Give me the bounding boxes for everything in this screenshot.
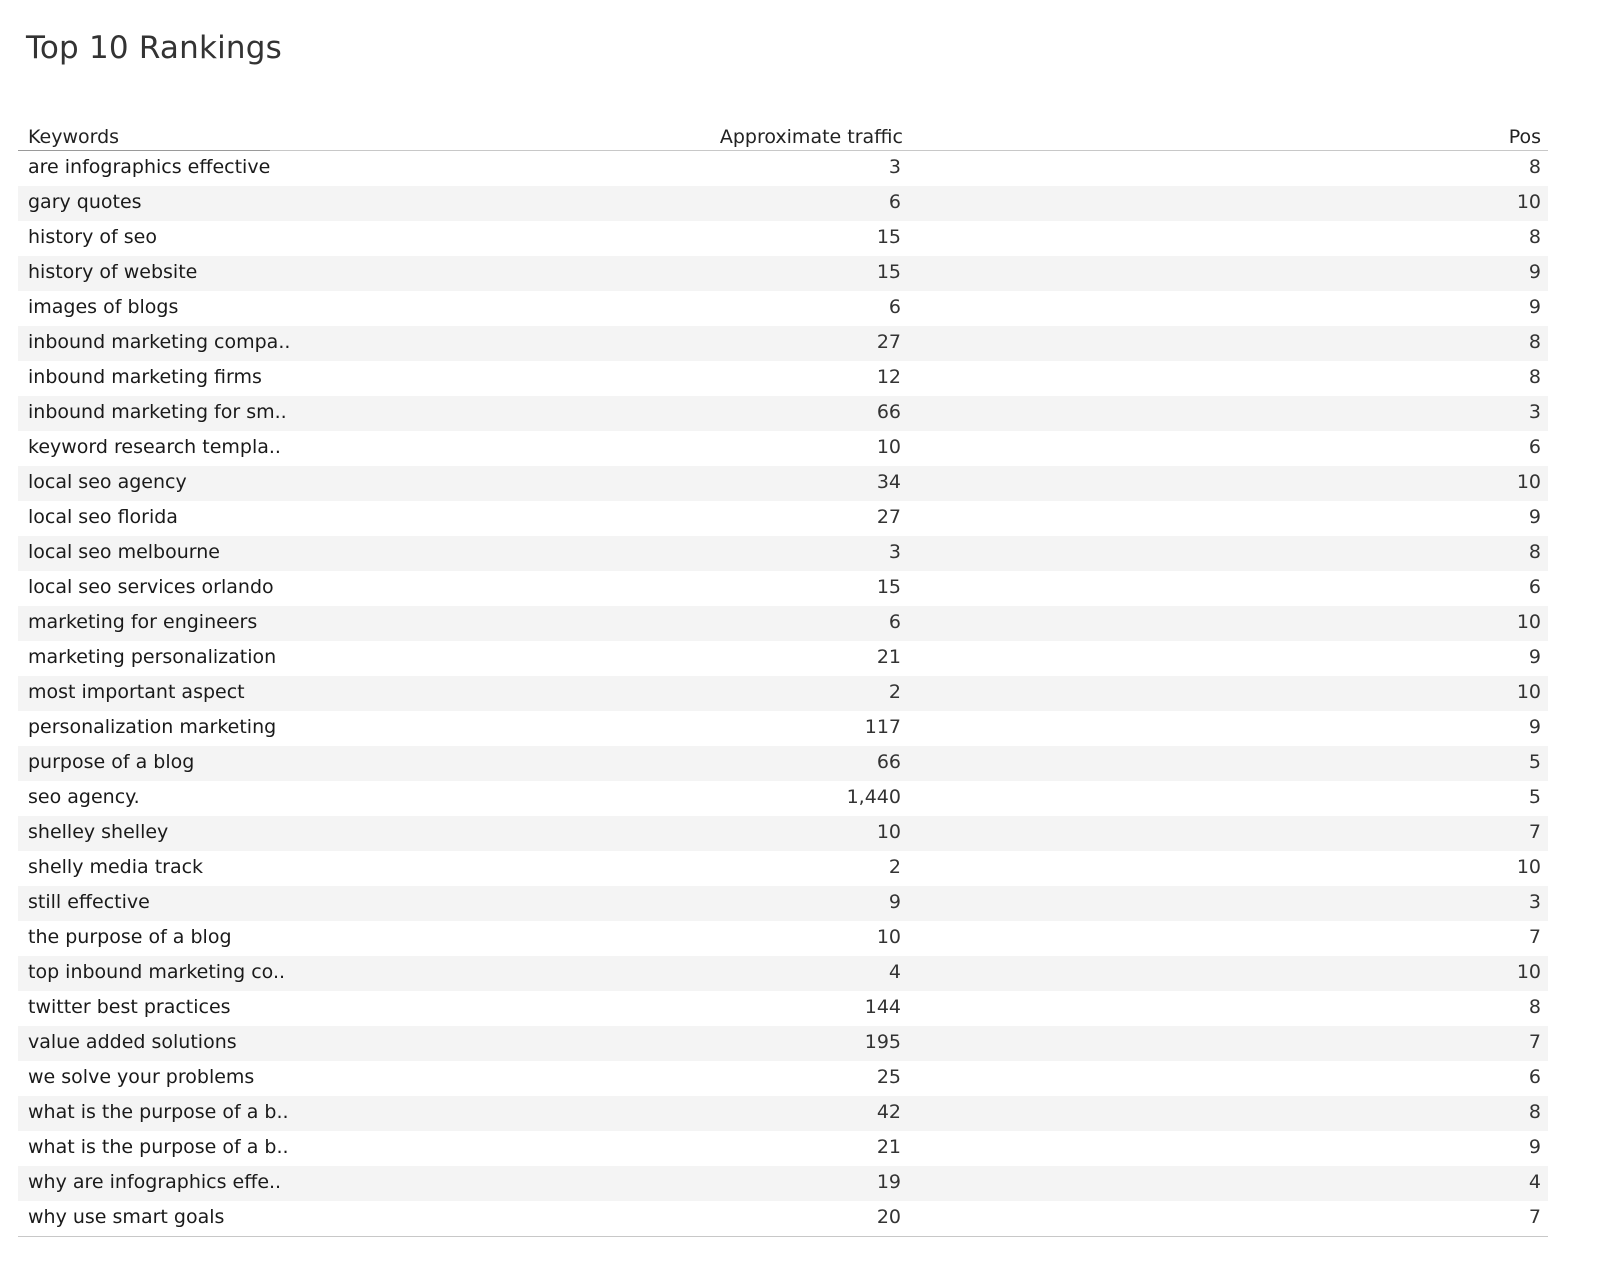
keyword-cell: local seo services orlando <box>28 576 274 598</box>
table-row[interactable] <box>18 1061 1548 1096</box>
traffic-cell: 9 <box>888 891 901 913</box>
keyword-cell: marketing for engineers <box>28 611 258 633</box>
keyword-cell: shelly media track <box>28 856 204 878</box>
table-row[interactable] <box>18 851 1548 886</box>
table-row[interactable] <box>18 1026 1548 1061</box>
table-row[interactable] <box>18 151 1548 186</box>
pos-cell: 6 <box>1528 1066 1541 1088</box>
traffic-cell: 3 <box>888 541 901 563</box>
table-row[interactable] <box>18 571 1548 606</box>
pos-cell: 5 <box>1528 786 1541 808</box>
pos-cell: 7 <box>1528 926 1541 948</box>
pos-cell: 10 <box>1516 611 1541 633</box>
table-header <box>18 118 1548 151</box>
table-row[interactable] <box>18 326 1548 361</box>
keyword-cell: history of website <box>28 261 198 283</box>
keyword-cell: we solve your problems <box>28 1066 255 1088</box>
table-row[interactable] <box>18 256 1548 291</box>
keyword-cell: still effective <box>28 891 150 913</box>
keyword-cell: gary quotes <box>28 191 142 213</box>
traffic-cell: 19 <box>876 1171 901 1193</box>
table-row[interactable] <box>18 711 1548 746</box>
table-row[interactable] <box>18 536 1548 571</box>
keyword-cell: local seo florida <box>28 506 178 528</box>
table-row[interactable] <box>18 606 1548 641</box>
header-approximate-traffic[interactable]: Approximate traffic <box>719 126 903 148</box>
keyword-cell: inbound marketing compa.. <box>28 331 291 353</box>
pos-cell: 10 <box>1516 961 1541 983</box>
table-row[interactable] <box>18 921 1548 956</box>
pos-cell: 8 <box>1528 541 1541 563</box>
traffic-cell: 34 <box>876 471 901 493</box>
table-row[interactable] <box>18 1096 1548 1131</box>
keyword-cell: purpose of a blog <box>28 751 195 773</box>
header-keywords[interactable]: Keywords <box>28 126 120 148</box>
table-row[interactable] <box>18 1166 1548 1201</box>
traffic-cell: 117 <box>864 716 901 738</box>
pos-cell: 5 <box>1528 751 1541 773</box>
table-row[interactable] <box>18 816 1548 851</box>
traffic-cell: 12 <box>876 366 901 388</box>
table-body <box>18 151 1548 1236</box>
pos-cell: 8 <box>1528 996 1541 1018</box>
keyword-cell: keyword research templa.. <box>28 436 281 458</box>
rankings-table <box>18 118 1548 1237</box>
table-row[interactable] <box>18 186 1548 221</box>
table-row[interactable] <box>18 676 1548 711</box>
traffic-cell: 15 <box>876 261 901 283</box>
table-row[interactable] <box>18 431 1548 466</box>
pos-cell: 8 <box>1528 1101 1541 1123</box>
table-row[interactable] <box>18 501 1548 536</box>
pos-cell: 9 <box>1528 296 1541 318</box>
keyword-cell: twitter best practices <box>28 996 231 1018</box>
traffic-cell: 15 <box>876 576 901 598</box>
keyword-cell: personalization marketing <box>28 716 277 738</box>
table-row[interactable] <box>18 1131 1548 1166</box>
pos-cell: 7 <box>1528 821 1541 843</box>
traffic-cell: 66 <box>876 751 901 773</box>
pos-cell: 8 <box>1528 156 1541 178</box>
table-row[interactable] <box>18 291 1548 326</box>
keyword-cell: what is the purpose of a b.. <box>28 1101 289 1123</box>
traffic-cell: 4 <box>888 961 901 983</box>
table-row[interactable] <box>18 466 1548 501</box>
pos-cell: 9 <box>1528 716 1541 738</box>
table-row[interactable] <box>18 781 1548 816</box>
keyword-cell: are infographics effective <box>28 156 271 178</box>
traffic-cell: 144 <box>864 996 901 1018</box>
table-row[interactable] <box>18 886 1548 921</box>
table-row[interactable] <box>18 641 1548 676</box>
pos-cell: 8 <box>1528 331 1541 353</box>
traffic-cell: 6 <box>888 296 901 318</box>
traffic-cell: 42 <box>876 1101 901 1123</box>
keyword-cell: why use smart goals <box>28 1206 225 1228</box>
pos-cell: 10 <box>1516 471 1541 493</box>
keyword-cell: shelley shelley <box>28 821 169 843</box>
table-row[interactable] <box>18 396 1548 431</box>
pos-cell: 8 <box>1528 366 1541 388</box>
keyword-cell: local seo melbourne <box>28 541 220 563</box>
keyword-cell: marketing personalization <box>28 646 277 668</box>
page-title: Top 10 Rankings <box>26 30 283 66</box>
pos-cell: 3 <box>1528 891 1541 913</box>
traffic-cell: 27 <box>876 506 901 528</box>
pos-cell: 7 <box>1528 1206 1541 1228</box>
keyword-cell: seo agency. <box>28 786 140 808</box>
traffic-cell: 10 <box>876 821 901 843</box>
traffic-cell: 66 <box>876 401 901 423</box>
traffic-cell: 21 <box>876 1136 901 1158</box>
keyword-cell: value added solutions <box>28 1031 237 1053</box>
traffic-cell: 3 <box>888 156 901 178</box>
traffic-cell: 21 <box>876 646 901 668</box>
traffic-cell: 2 <box>888 856 901 878</box>
keyword-cell: history of seo <box>28 226 157 248</box>
pos-cell: 8 <box>1528 226 1541 248</box>
traffic-cell: 195 <box>864 1031 901 1053</box>
pos-cell: 9 <box>1528 1136 1541 1158</box>
pos-cell: 3 <box>1528 401 1541 423</box>
keyword-cell: the purpose of a blog <box>28 926 232 948</box>
keyword-cell: inbound marketing firms <box>28 366 262 388</box>
pos-cell: 9 <box>1528 261 1541 283</box>
table-row[interactable] <box>18 746 1548 781</box>
pos-cell: 10 <box>1516 681 1541 703</box>
pos-cell: 6 <box>1528 576 1541 598</box>
traffic-cell: 10 <box>876 926 901 948</box>
traffic-cell: 6 <box>888 611 901 633</box>
keyword-cell: what is the purpose of a b.. <box>28 1136 289 1158</box>
traffic-cell: 20 <box>876 1206 901 1228</box>
pos-cell: 6 <box>1528 436 1541 458</box>
pos-cell: 9 <box>1528 646 1541 668</box>
pos-cell: 4 <box>1528 1171 1541 1193</box>
table-row[interactable] <box>18 1201 1548 1236</box>
table-row[interactable] <box>18 221 1548 256</box>
pos-cell: 7 <box>1528 1031 1541 1053</box>
traffic-cell: 1,440 <box>846 786 901 808</box>
pos-cell: 10 <box>1516 191 1541 213</box>
keyword-cell: inbound marketing for sm.. <box>28 401 287 423</box>
table-bottom-border <box>18 1236 1548 1237</box>
traffic-cell: 10 <box>876 436 901 458</box>
keyword-cell: why are infographics effe.. <box>28 1171 282 1193</box>
keyword-cell: images of blogs <box>28 296 179 318</box>
traffic-cell: 2 <box>888 681 901 703</box>
table-row[interactable] <box>18 991 1548 1026</box>
header-pos[interactable]: Pos <box>1508 126 1541 148</box>
traffic-cell: 25 <box>876 1066 901 1088</box>
traffic-cell: 6 <box>888 191 901 213</box>
keyword-cell: most important aspect <box>28 681 245 703</box>
traffic-cell: 27 <box>876 331 901 353</box>
table-row[interactable] <box>18 956 1548 991</box>
pos-cell: 10 <box>1516 856 1541 878</box>
keyword-cell: local seo agency <box>28 471 187 493</box>
pos-cell: 9 <box>1528 506 1541 528</box>
traffic-cell: 15 <box>876 226 901 248</box>
keyword-cell: top inbound marketing co.. <box>28 961 286 983</box>
table-row[interactable] <box>18 361 1548 396</box>
